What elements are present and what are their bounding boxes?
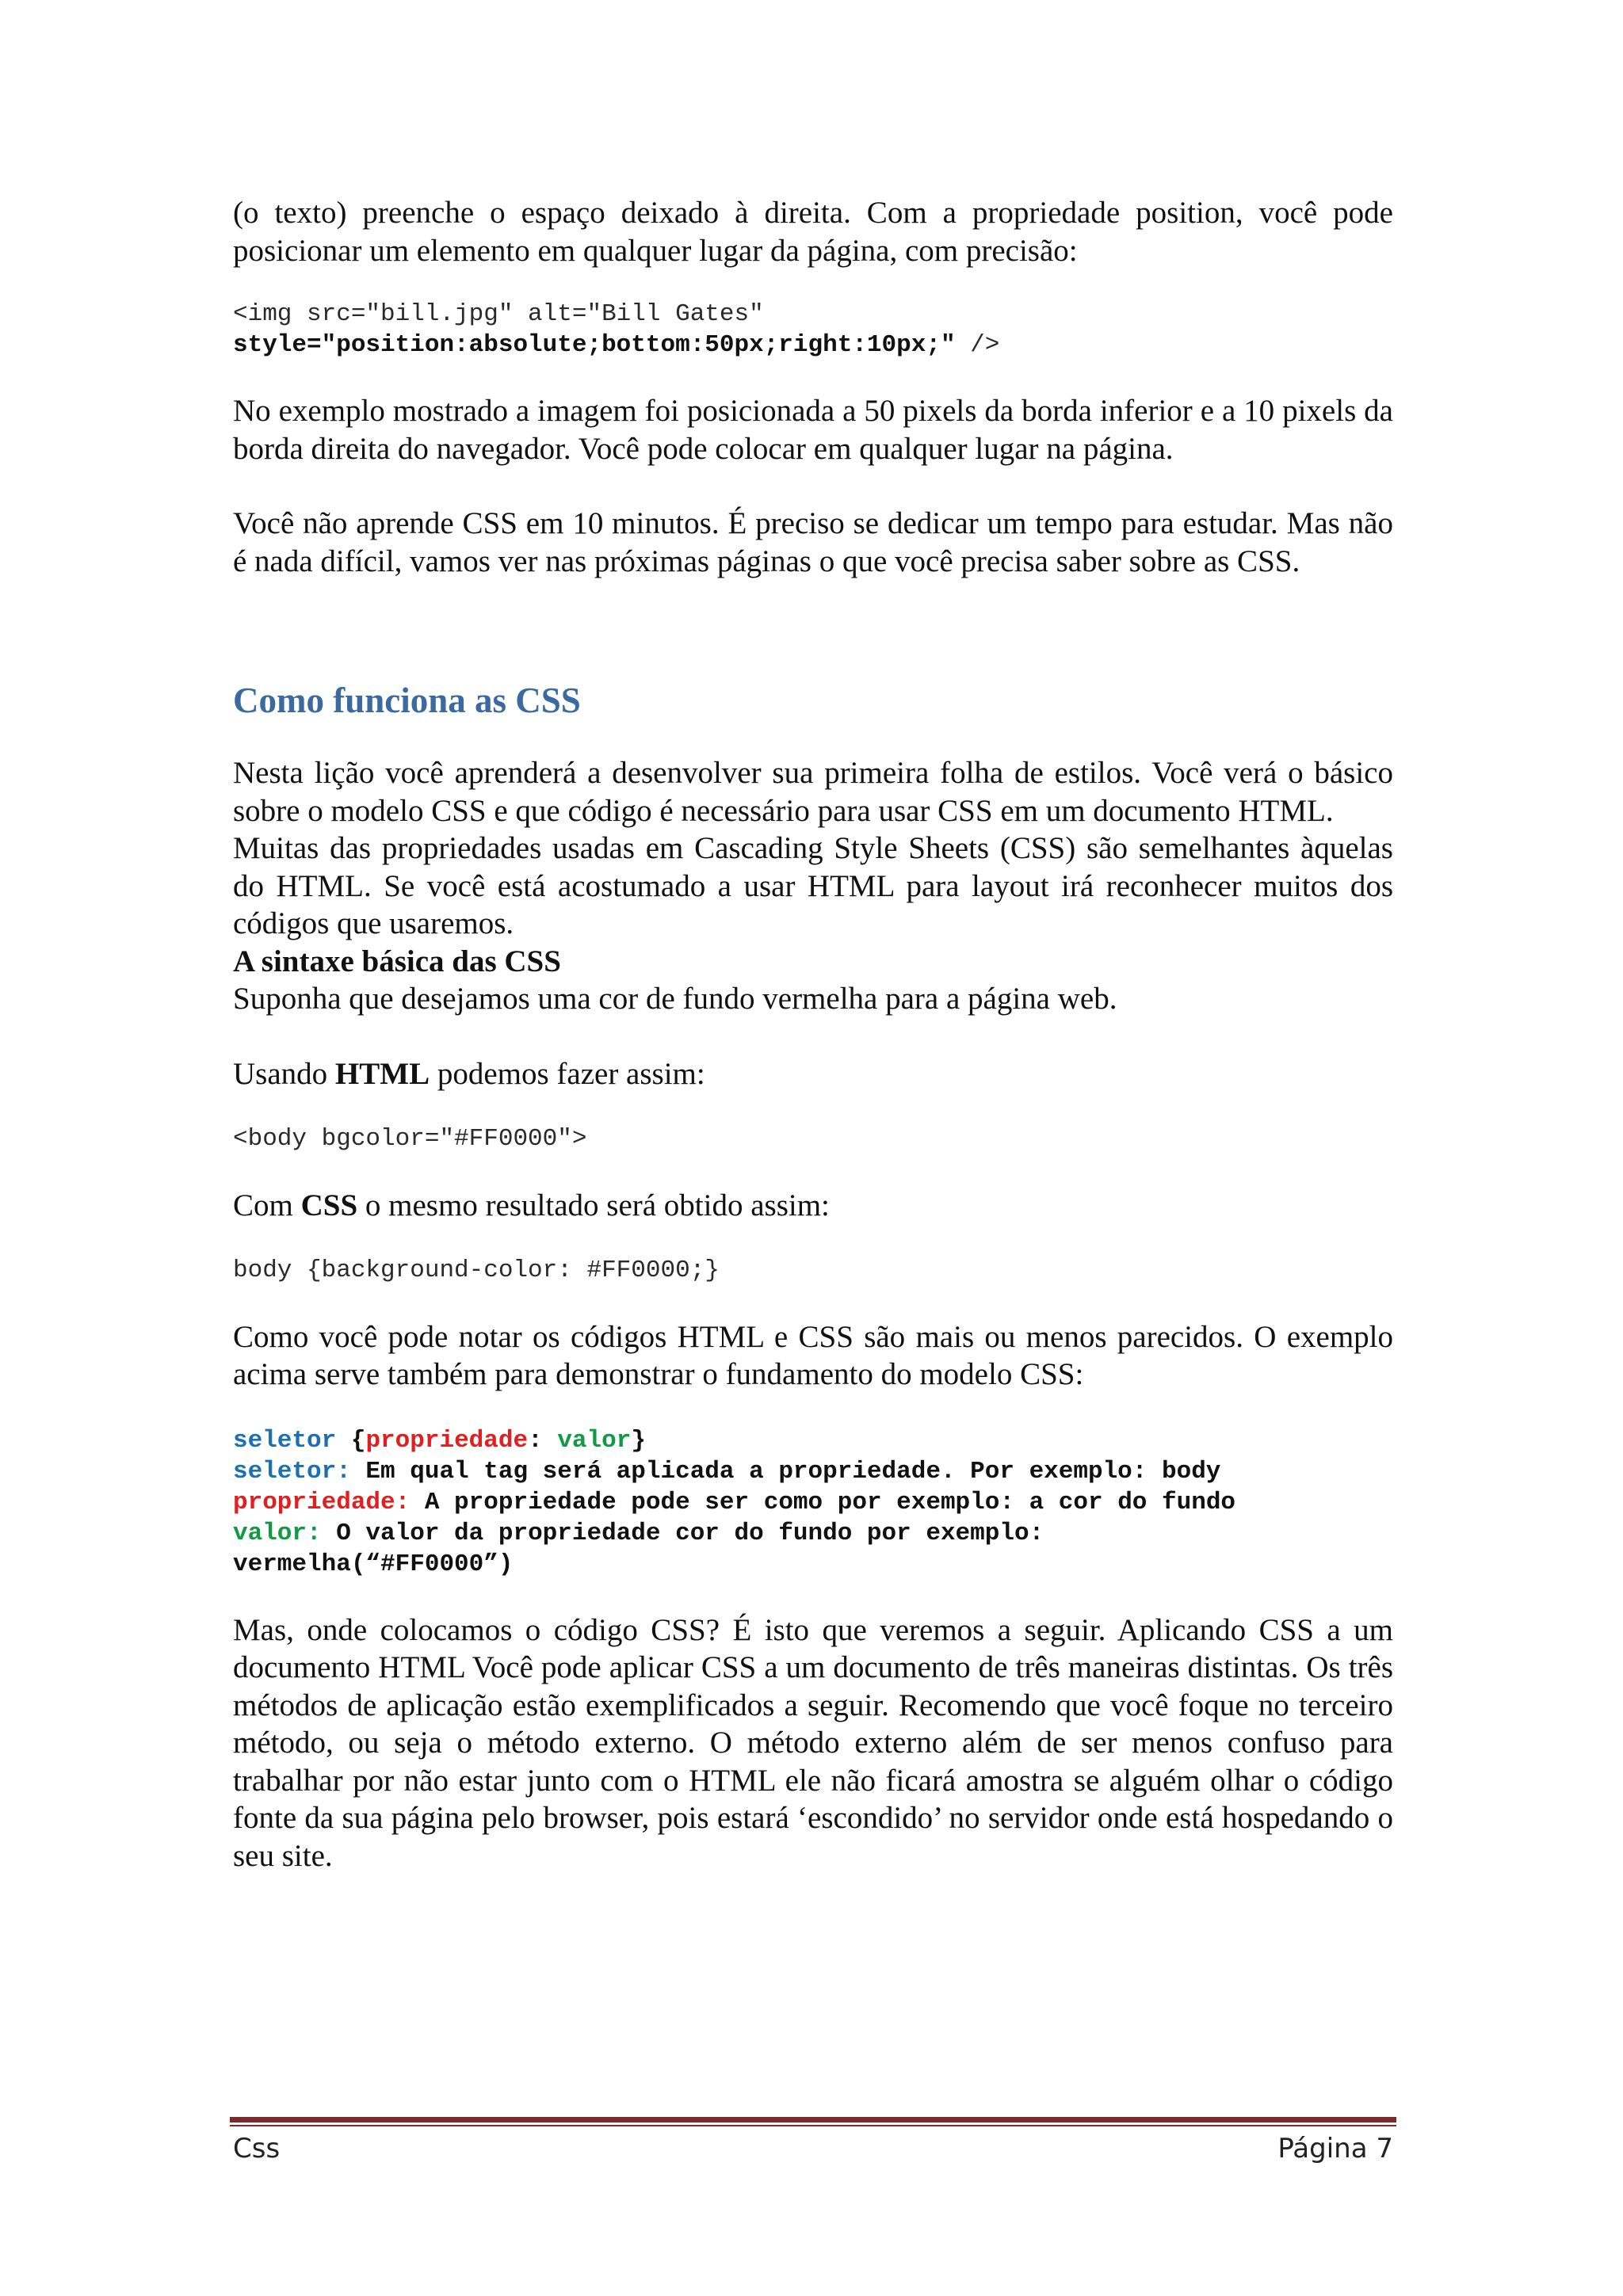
value-example: vermelha(“#FF0000”): [233, 1550, 514, 1578]
syntax-code-block: [233, 1425, 1393, 1580]
syntax-property: propriedade: [365, 1426, 529, 1455]
footer-rule-thin: [230, 2125, 1396, 2126]
syntax-open-brace: {: [336, 1426, 366, 1455]
value-description: O valor da propriedade cor do fundo por exemplo:: [321, 1519, 1044, 1547]
syntax-selector: seletor: [233, 1426, 337, 1455]
section-paragraph-4: Como você pode notar os códigos HTML e CSS são mais ou menos parecidos. O exemplo acima serve também para demonstrar o fundamento do modelo CSS:: [233, 1319, 1393, 1391]
footer-title: Css: [233, 2133, 281, 2164]
code-line-1: <img src="bill.jpg" alt="Bill Gates": [233, 300, 764, 328]
selector-description: Em qual tag será aplicada a propriedade. Por exemplo: body: [350, 1457, 1221, 1486]
page-number: Página 7: [1277, 2133, 1393, 2164]
html-intro-pre: Usando: [233, 1056, 335, 1091]
html-intro-post: podemos fazer assim:: [430, 1056, 705, 1091]
section-paragraph-3: Suponha que desejamos uma cor de fundo vermelha para a página web.: [233, 982, 1117, 1016]
property-label: propriedade:: [233, 1488, 411, 1516]
value-label: valor:: [233, 1519, 322, 1547]
code-line-2-tail: />: [955, 330, 1000, 359]
property-description: A propriedade pode ser como por exemplo: a cor do fundo: [410, 1488, 1236, 1516]
html-example-intro: [233, 1055, 1393, 1093]
code-html-example: <body bgcolor="#FF0000">: [233, 1125, 587, 1153]
css-intro-pre: Com: [233, 1188, 301, 1222]
footer-rule-thick: [230, 2117, 1396, 2122]
document-page: [233, 194, 1393, 1875]
syntax-subheading: A sintaxe básica das CSS: [233, 944, 561, 978]
code-css-example: body {background-color: #FF0000;}: [233, 1257, 720, 1284]
syntax-colon: :: [528, 1426, 558, 1455]
code-line-2-bold: style="position:absolute;bottom:50px;right:10px;": [233, 330, 956, 359]
intro-paragraph-2: No exemplo mostrado a imagem foi posicionada a 50 pixels da borda inferior e a 10 pixels da borda direita do navegador. Você pode colocar em qualquer lugar na página.: [233, 394, 1393, 466]
syntax-value: valor: [557, 1426, 632, 1455]
css-intro-bold: CSS: [300, 1188, 358, 1222]
intro-paragraph-3: Você não aprende CSS em 10 minutos. É preciso se dedicar um tempo para estudar. Mas não é nada difícil, vamos ver nas próximas páginas o que você precisa saber sobre as CSS.: [233, 506, 1393, 578]
section-heading: Como funciona as CSS: [233, 681, 581, 720]
code-block-img: [233, 299, 1393, 360]
selector-label: seletor:: [233, 1457, 351, 1486]
syntax-close-brace: }: [631, 1426, 646, 1455]
html-intro-bold: HTML: [334, 1056, 430, 1091]
section-paragraph-5: Mas, onde colocamos o código CSS? É isto que veremos a seguir. Aplicando CSS a um documento HTML Você pode aplicar CSS a um documento de três maneiras distintas. Os três métodos de aplicação estão exemplificados a seguir. Recomendo que você foque no terceiro método, ou seja o método externo. O método externo além de ser menos confuso para trabalhar por não estar junto com o HTML ele não ficará amostra se alguém olhar o código fonte da sua página pelo browser, pois estará ‘escondido’ no servidor onde está hospedando o seu site.: [233, 1612, 1393, 1873]
section-paragraph-1: Nesta lição você aprenderá a desenvolver sua primeira folha de estilos. Você verá o básico sobre o modelo CSS e que código é necessário para usar CSS em um documento HTML.: [233, 756, 1393, 828]
intro-paragraph-1: (o texto) preenche o espaço deixado à direita. Com a propriedade position, você pode posicionar um elemento em qualquer lugar da página, com precisão:: [233, 196, 1393, 268]
css-example-intro: [233, 1187, 1393, 1225]
section-paragraph-2: Muitas das propriedades usadas em Cascading Style Sheets (CSS) são semelhantes àquelas do HTML. Se você está acostumado a usar HTML para layout irá reconhecer muitos dos códigos que usaremos.: [233, 831, 1393, 940]
css-intro-post: o mesmo resultado será obtido assim:: [357, 1188, 830, 1222]
